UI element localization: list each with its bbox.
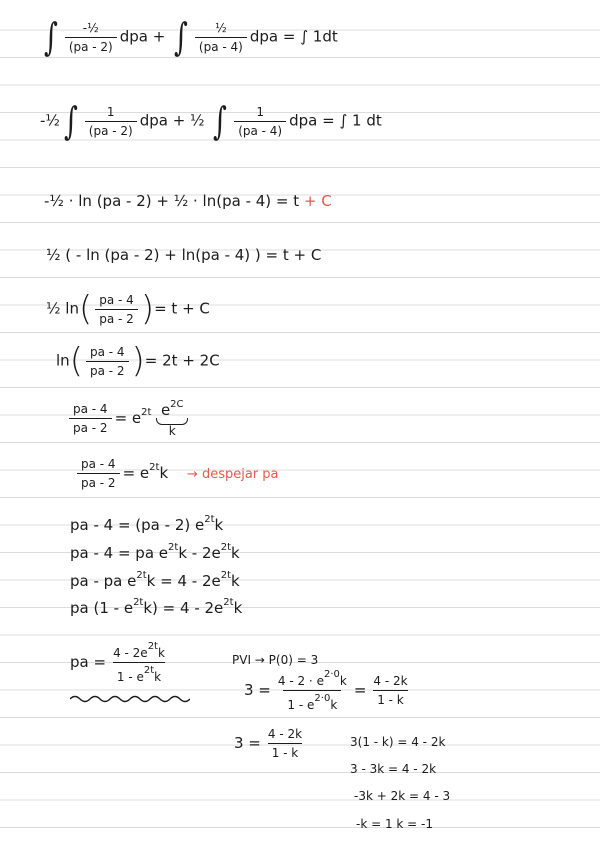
exponent: 2C [170,399,184,410]
step-3-log-result [44,194,332,209]
numerator: 4 - 2k [267,727,303,741]
brace-group [156,400,188,437]
denominator: pa - 2 [69,418,112,434]
step-11-collect-terms [70,571,240,589]
text: dpa + [119,27,166,46]
denominator: pa - 2 [86,361,129,377]
text: 3 = [234,734,261,752]
step-2-factored-integral [40,99,382,143]
text: PVI → P(0) = 3 [232,653,319,667]
fraction [234,106,286,137]
integral-sign: ∫ [174,15,188,59]
denominator [113,662,165,683]
fraction [264,728,306,759]
exponent: 2t [204,514,215,525]
text: = t + C [154,299,210,318]
denominator: (pa - 4) [234,121,286,137]
exponent: 2t [149,462,160,473]
text: ln [56,351,70,370]
numerator: -½ [82,20,99,35]
text: = 2t + 2C [144,351,220,370]
integral-sign: ∫ [43,15,58,59]
constant-c: + C [303,192,332,210]
annotation-note: → despejar pa [186,467,279,482]
numerator: 1 [256,104,264,119]
exponent: 2t [220,542,232,553]
fraction [274,670,351,711]
text: k [154,670,162,684]
text: ½ ln [46,299,79,318]
text: = e [122,464,150,482]
integral-sign: ∫ [213,99,228,143]
denominator: 1 - k [373,690,408,706]
left-paren: ( [69,341,83,381]
text: pa - pa e [70,572,137,590]
right-paren: ) [131,341,145,381]
step-5-log-quotient [46,289,210,329]
coefficient: -½ [40,111,60,130]
step-1-separated-integral [40,15,338,59]
text: k) = 4 - 2e [143,599,224,617]
numerator: ½ [215,20,227,35]
text: dpa = ∫ 1dt [249,27,338,46]
text: dpa = ∫ 1 dt [289,111,382,130]
step-7-exponentiate [66,400,188,437]
step-6-multiply-by-2 [56,341,220,381]
fraction [65,22,117,53]
exponent: 2t [136,570,147,581]
numerator: 1 [106,104,115,119]
text: 1 - e [116,670,144,684]
fraction [109,642,169,683]
text: k [157,646,165,660]
step-10-expand [70,543,240,561]
pvi-substitution [244,670,415,711]
denominator: 1 - k [268,743,303,759]
fraction [85,106,137,137]
step-4-common-factor [46,248,321,263]
text: e [160,401,171,419]
solution-pa [70,642,172,683]
solve-k-line-3 [354,790,450,802]
numerator [274,670,351,690]
denominator: (pa - 2) [85,121,137,137]
text: -k = 1 k = -1 [356,817,434,831]
numerator: pa - 4 [89,344,125,359]
equation-text: -½ · ln (pa - 2) + ½ · ln(pa - 4) = t [44,192,300,210]
brace-label: k [168,424,176,438]
pvi-heading [232,654,318,666]
numerator: pa - 4 [73,402,108,416]
text: 4 - 2e [113,646,148,660]
fraction [95,294,138,325]
denominator: pa - 2 [95,309,138,325]
step-12-factor-pa [70,598,242,616]
text: pa - 4 = pa e [70,544,169,562]
solve-k-line-4 [356,818,433,830]
text: k [231,544,240,562]
exponent: 2t [147,641,158,652]
exponent: 2t [143,665,155,676]
fraction [195,22,247,53]
text: 1 - e [287,698,315,712]
exponent: 2t [220,570,232,581]
exponent: 2t [133,597,144,608]
integral-sign: ∫ [63,99,78,143]
right-paren: ) [140,289,155,329]
numerator: pa - 4 [81,457,116,471]
text: dpa + ½ [139,111,205,130]
numerator: 4 - 2k [373,674,408,688]
fraction [86,346,129,377]
solve-k-line-2 [350,763,436,775]
fraction [77,458,120,489]
text: pa (1 - e [70,599,134,617]
text: = [353,681,367,699]
denominator [283,690,341,711]
text: 4 - 2 · e [277,674,324,688]
text: k [339,674,347,688]
denominator: (pa - 4) [195,37,247,53]
fraction [69,403,112,434]
text: k [159,464,169,482]
text: -3k + 2k = 4 - 3 [354,789,451,803]
solve-k-equation [234,728,309,759]
text: 3 - 3k = 4 - 2k [350,762,437,776]
text: 3 = [244,681,271,699]
exponent: 2t [223,597,234,608]
exponent: 2·0 [314,693,331,704]
text: 3(1 - k) = 4 - 2k [350,735,446,749]
left-paren: ( [78,289,93,329]
exponent: 2·0 [323,669,340,680]
numerator: pa - 4 [99,292,134,307]
equation-text: ½ ( - ln (pa - 2) + ln(pa - 4) ) = t + C [46,246,322,264]
solve-k-line-1 [350,736,445,748]
exponent: 2t [141,407,152,418]
wavy-underline [70,694,190,704]
text: pa = [70,653,107,671]
exponent: 2t [168,542,179,553]
fraction [369,675,411,706]
text: k [233,599,243,617]
text: k [231,572,240,590]
text: k - 2e [178,544,221,562]
denominator: pa - 2 [77,473,120,489]
text: = e [114,409,142,427]
numerator [109,642,169,662]
text: k [214,516,224,534]
text: k = 4 - 2e [146,572,221,590]
step-8-constant-k [74,458,279,489]
denominator: (pa - 2) [65,37,117,53]
text: pa - 4 = (pa - 2) e [70,516,205,534]
text: k [330,698,338,712]
step-9-cross-multiply [70,515,223,533]
